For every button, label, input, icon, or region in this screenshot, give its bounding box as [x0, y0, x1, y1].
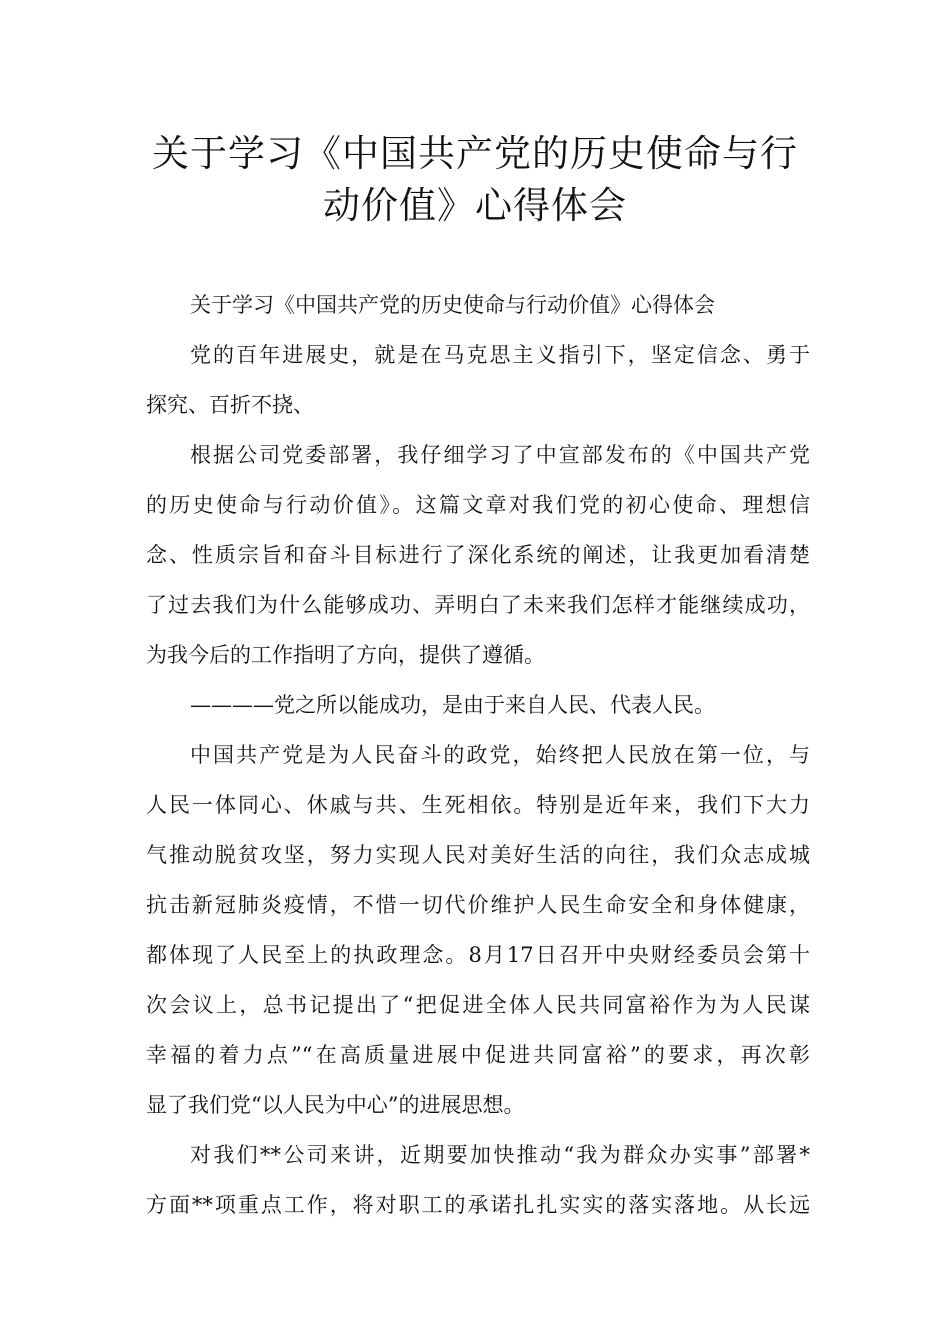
- paragraph-5-line-1: 中国共产党是为人民奋斗的政党，始终把人民放在第一位，与: [190, 743, 810, 767]
- paragraph-3-line-2: 的历史使命与行动价值》。这篇文章对我们党的初心使命、理想信: [146, 493, 810, 517]
- paragraph-6-line-1: 对我们**公司来讲，近期要加快推动“我为群众办实事”部署*: [190, 1143, 810, 1167]
- paragraph-5-line-3: 气推动脱贫攻坚，努力实现人民对美好生活的向往，我们众志成城: [146, 843, 810, 867]
- paragraph-5-line-4: 抗击新冠肺炎疫情，不惜一切代价维护人民生命安全和身体健康，: [146, 893, 810, 917]
- paragraph-3-line-5: 为我今后的工作指明了方向，提供了遵循。: [146, 643, 545, 667]
- paragraph-5-line-8: 显了我们党“以人民为中心”的进展思想。: [146, 1093, 525, 1117]
- paragraph-3-line-3: 念、性质宗旨和奋斗目标进行了深化系统的阐述，让我更加看清楚: [146, 543, 810, 567]
- paragraph-6-line-2: 方面**项重点工作，将对职工的承诺扎扎实实的落实落地。从长远: [146, 1193, 810, 1217]
- paragraph-3-line-1: 根据公司党委部署，我仔细学习了中宣部发布的《中国共产党: [190, 443, 810, 467]
- paragraph-3-line-4: 了过去我们为什么能够成功、弄明白了未来我们怎样才能继续成功，: [146, 593, 810, 617]
- paragraph-5-line-2: 人民一体同心、休戚与共、生死相依。特别是近年来，我们下大力: [146, 793, 810, 817]
- paragraph-2-line-2: 探究、百折不挠、: [146, 393, 314, 417]
- paragraph-4-line-1: ————党之所以能成功，是由于来自人民、代表人民。: [190, 693, 715, 717]
- paragraph-5-line-7: 幸福的着力点”“在高质量进展中促进共同富裕”的要求，再次彰: [146, 1043, 810, 1067]
- paragraph-5-line-6: 次会议上，总书记提出了“把促进全体人民共同富裕作为为人民谋: [146, 993, 810, 1017]
- document-title: [120, 128, 830, 232]
- document-body: [146, 280, 810, 1230]
- paragraph-2-line-1: 党的百年进展史，就是在马克思主义指引下，坚定信念、勇于: [190, 343, 810, 367]
- title-line-2: 动价值》心得体会: [323, 184, 627, 227]
- paragraph-1-line-1: 关于学习《中国共产党的历史使命与行动价值》心得体会: [190, 293, 715, 317]
- title-line-1: 关于学习《中国共产党的历史使命与行: [152, 132, 798, 175]
- paragraph-5-line-5: 都体现了人民至上的执政理念。8月17日召开中央财经委员会第十: [146, 943, 810, 967]
